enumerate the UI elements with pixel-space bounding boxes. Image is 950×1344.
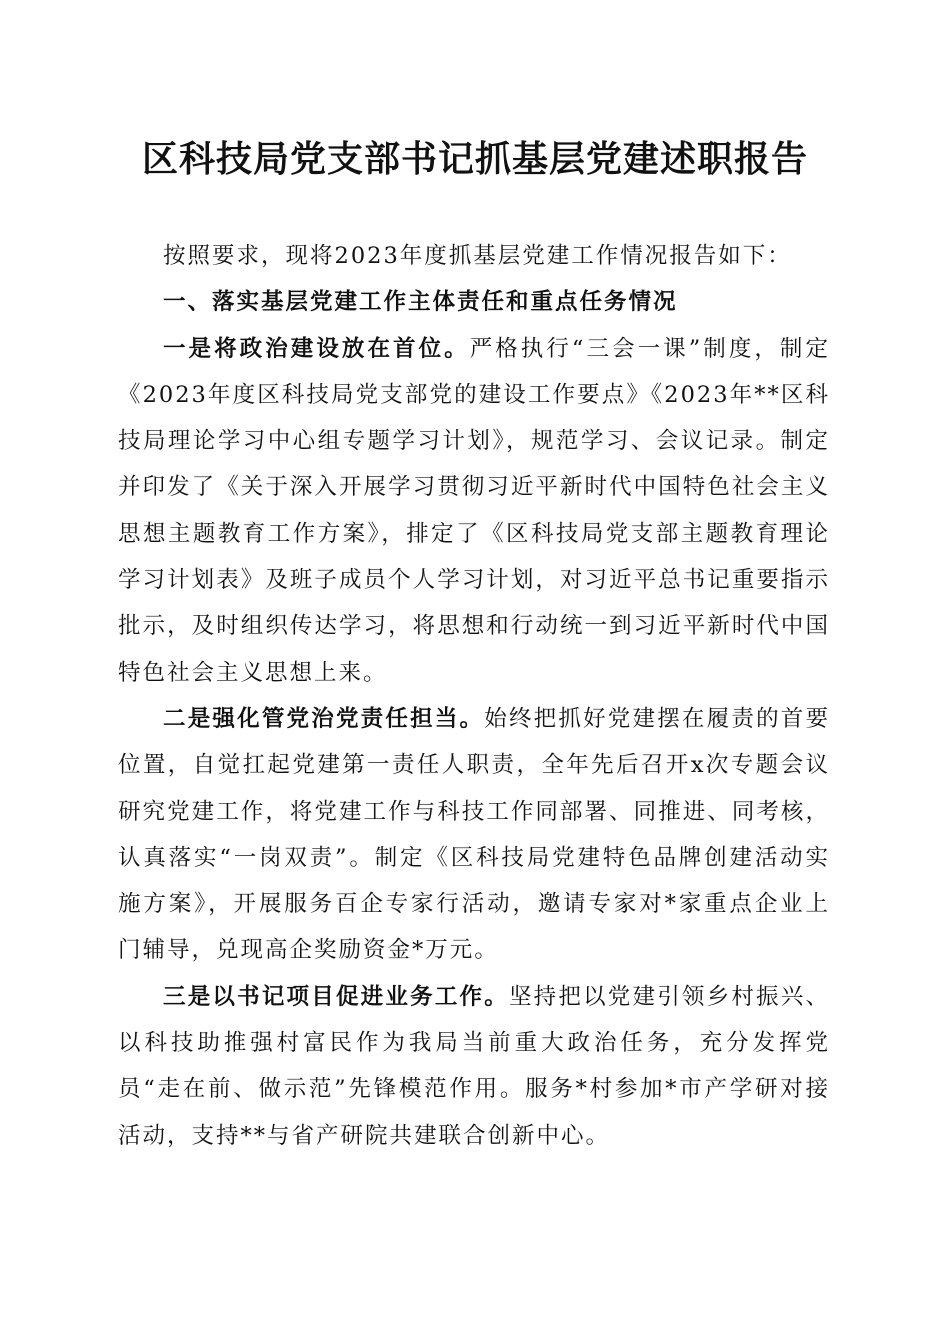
- paragraph-lead: 三是以书记项目促进业务工作。: [163, 983, 509, 1010]
- document-body: [118, 233, 830, 1159]
- document-title: 区科技局党支部书记抓基层党建述职报告: [141, 138, 808, 180]
- body-paragraph: [118, 696, 830, 974]
- paragraph-text: 坚持把以党建引领乡村振兴、以科技助推强村富民作为我局当前重大政治任务，充分发挥党员“走在前、做示范”先锋模范作用。服务*村参加*市产学研对接活动，支持**与省产研院共建联合创新中心。: [118, 983, 830, 1149]
- paragraph-text: 严格执行“三会一课”制度，制定《2023年度区科技局党支部党的建设工作要点》《2023年**区科技局理论学习中心组专题学习计划》，规范学习、会议记录。制定并印发了《关于深入开展学习贯彻习近平新时代中国特色社会主义思想主题教育工作方案》，排定了《区科技局党支部主题教育理论学习计划表》及班子成员个人学习计划，对习近平总书记重要指示批示，及时组织传达学习，将思想和行动统一到习近平新时代中国特色社会主义思想上来。: [118, 335, 830, 686]
- section-heading: 一、落实基层党建工作主体责任和重点任务情况: [163, 289, 678, 316]
- paragraph-lead: 二是强化管党治党责任担当。: [163, 705, 485, 732]
- intro-paragraph: 按照要求，现将2023年度抓基层党建工作情况报告如下：: [163, 243, 792, 269]
- body-paragraph: [118, 326, 830, 696]
- paragraph-text: 始终把抓好党建摆在履责的首要位置，自觉扛起党建第一责任人职责，全年先后召开x次专题会议研究党建工作，将党建工作与科技工作同部署、同推进、同考核，认真落实“一岗双责”。制定《区科技局党建特色品牌创建活动实施方案》，开展服务百企专家行活动，邀请专家对*家重点企业上门辅导，兑现高企奖励资金*万元。: [118, 705, 830, 964]
- body-paragraph: [118, 974, 830, 1159]
- paragraph-lead: 一是将政治建设放在首位。: [163, 335, 470, 362]
